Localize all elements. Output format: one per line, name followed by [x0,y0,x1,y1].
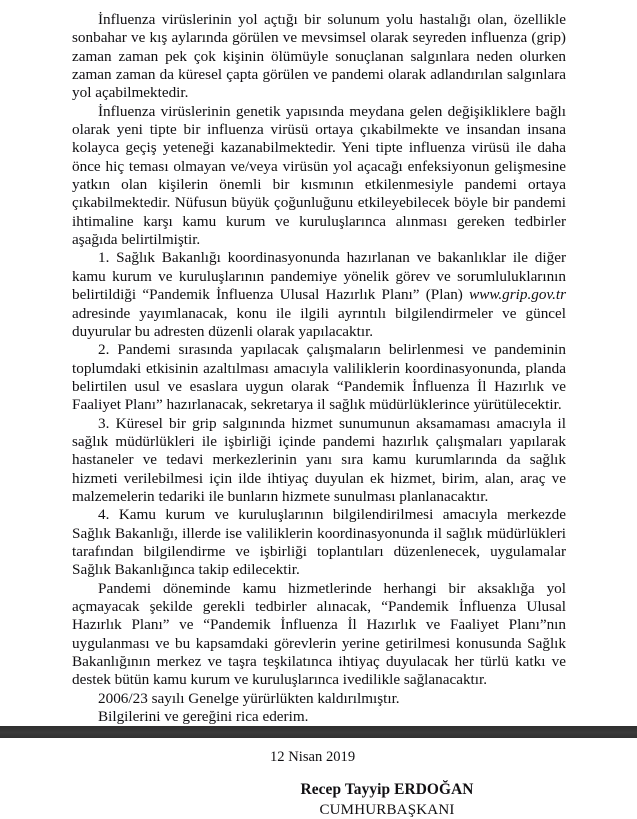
paragraph-item-2: 2. Pandemi sırasında yapılacak çalışmaların belirlenmesi ve pandeminin toplumdaki etkisinin azaltılması amacıyla valiliklerin koordinasyonunda, planda belirtilen usul ve esaslara uygun olarak “Pandemik İnfluenza İl Hazırlık ve Faaliyet Planı” hazırlanacak, sekretarya il sağlık müdürlüklerince yürütülecektir. [72,341,566,414]
signatory-name: Recep Tayyip ERDOĞAN [300,781,474,798]
paragraph-intro-1: İnfluenza virüslerinin yol açtığı bir solunum yolu hastalığı olan, özellikle sonbahar ve kış aylarında görülen ve mevsimsel olarak seyreden influenza (grip) zaman zaman pek çok kişinin ölümüyle sonuçlanan salgınlara neden olurken zaman zaman da küresel çapta görülen ve pandemi olarak adlandırılan salgınlara yol açabilmektedir. [72,11,566,102]
paragraph-item-1-text-before-url: 1. Sağlık Bakanlığı koordinasyonunda hazırlanan ve bakanlıklar ile diğer kamu kurum ve kuruluşlarının pandemiye yönelik görev ve sorumluluklarının belirtildiği “Pandemik İnfluenza Ulusal Hazırlık Planı” (Plan) [72,249,566,304]
paragraph-item-1-text-after-url: adresinde yayımlanacak, konu ile ilgili ayrıntılı bilgilendirmeler ve güncel duyurular bu adresten düzenli olarak yapılacaktır. [72,304,566,340]
document-body [72,11,566,819]
viewer-bottom-band-inner [0,726,637,738]
paragraph-intro-2: İnfluenza virüslerinin genetik yapısında meydana gelen değişikliklere bağlı olarak yeni tipte bir influenza virüsü ortaya çıkabilmekte ve insandan insana kolayca geçiş yeteneği kazanabilmektedir. Yeni tipte influenza virüsü ile daha önce hiç teması olmayan ve/veya virüsün yol açacağı enfeksiyonun gelişmesine yatkın olan kişilerin önemli bir kısmının etkilenmesiyle pandemi ortaya çıkabilmektedir. Nüfusun büyük çoğunluğunu etkileyebilecek böyle bir pandemi ihtimaline karşı kamu kurum ve kuruluşlarınca alınması gereken tedbirler aşağıda belirtilmiştir. [72,102,566,249]
plan-website-url: www.grip.gov.tr [469,286,566,304]
paragraph-item-1 [72,249,566,341]
paragraph-request-line: Bilgilerini ve gereğini rica ederim. [98,708,309,726]
paragraph-item-4: 4. Kamu kurum ve kuruluşlarının bilgilendirilmesi amacıyla merkezde Sağlık Bakanlığı, illerde ise valiliklerin koordinasyonunda il sağlık müdürlükleri tarafından bilgilendirme ve işbirliği toplantıları düzenlenecek, uygulamalar Sağlık Bakanlığınca takip edilecektir. [72,506,566,579]
viewer-bottom-band [0,726,637,738]
paragraph-repeal-notice: 2006/23 sayılı Genelge yürürlükten kaldırılmıştır. [98,689,400,707]
paragraph-item-3: 3. Küresel bir grip salgınında hizmet sunumunun aksamaması amacıyla il sağlık müdürlükleri ile işbirliği içinde pandemi hazırlık çalışmaları yapılarak hastaneler ve tedavi merkezlerinin yanı sıra kamu kurumlarında da sağlık hizmeti verilebilmesi için ilde ihtiyaç duyulan ek hizmet, birim, alan, araç ve malzemelerin tedariki ile bunların hizmete sunulması planlanacaktır. [72,414,566,505]
signatory-title: CUMHURBAŞKANI [319,801,455,818]
paragraph-closing: Pandemi döneminde kamu hizmetlerinde herhangi bir aksaklığa yol açmayacak şekilde gerekli tedbirler alınacak, “Pandemik İnfluenza Ulusal Hazırlık Planı” ve “Pandemik İnfluenza İl Hazırlık ve Faaliyet Planı”nın uygulanması ve bu kapsamdaki görevlerin yerine getirilmesi konusunda Sağlık Bakanlığının merkez ve taşra teşkilatınca ihtiyaç duyulacak her türlü katkı ve destek bütün kamu kurum ve kuruluşlarınca ivedilikle sağlanacaktır. [72,579,566,689]
signature-block [72,748,566,819]
signature-date: 12 Nisan 2019 [270,749,356,766]
